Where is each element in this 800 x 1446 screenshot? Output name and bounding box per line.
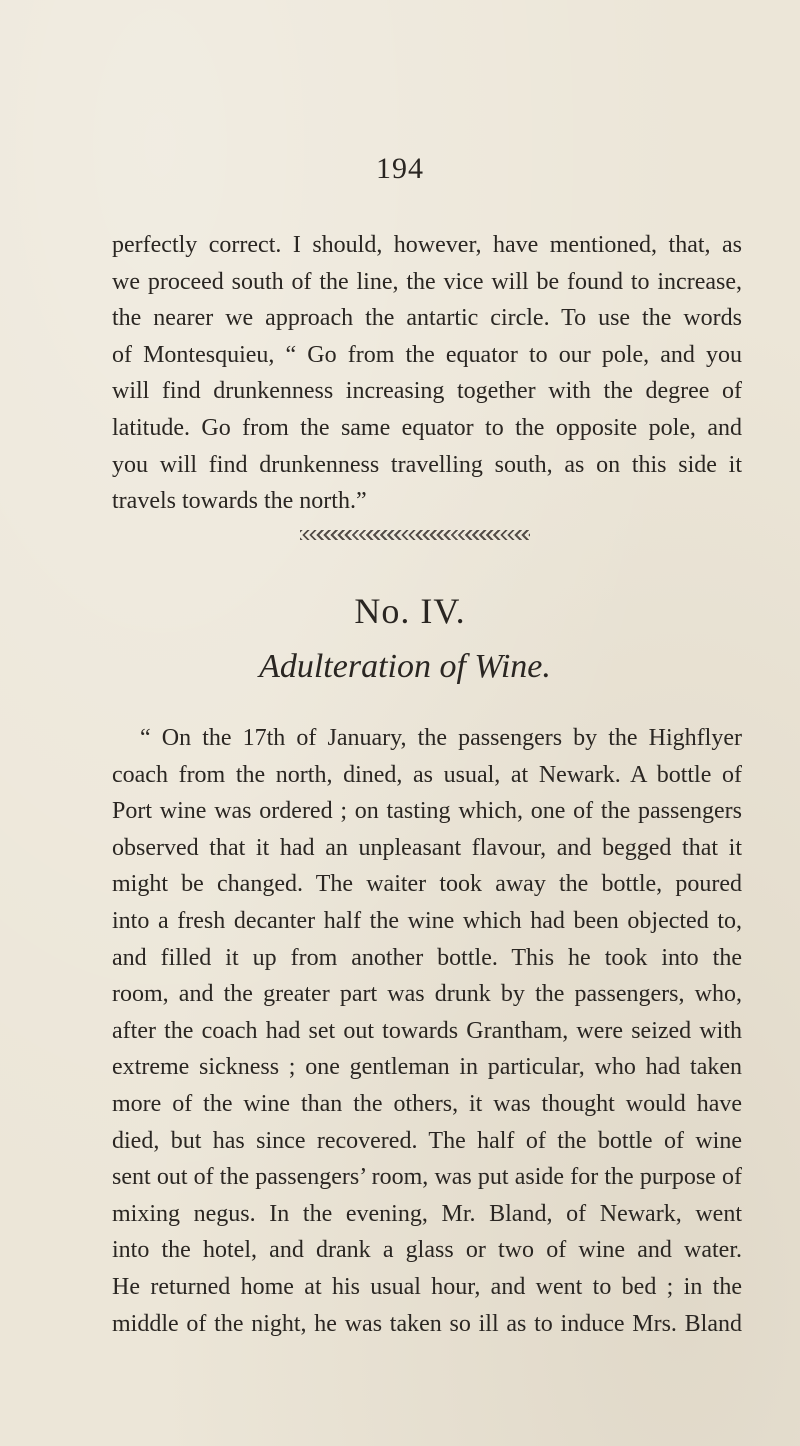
text-line: latitude. Go from the same equator to the opposite pole, and	[112, 414, 742, 441]
text-line: perfectly correct. I should, however, have mentioned, that, as	[112, 232, 742, 258]
text-line: more of the wine than the others, it was thought would have	[112, 1090, 742, 1117]
text-line: “ On the 17th of January, the passengers by the Highflyer	[140, 725, 742, 751]
text-line: Port wine was ordered ; on tasting which, one of the passengers	[112, 798, 742, 825]
text-line: after the coach had set out towards Grantham, were seized with	[112, 1017, 742, 1044]
text-line: observed that it had an unpleasant flavour, and begged that it	[112, 834, 742, 861]
text-line: the nearer we approach the antartic circle. To use the words	[112, 305, 742, 332]
text-line: mixing negus. In the evening, Mr. Bland, of Newark, went	[112, 1200, 742, 1227]
text-line: we proceed south of the line, the vice will be found to increase,	[112, 268, 742, 295]
text-line: of Montesquieu, “ Go from the equator to our pole, and you	[112, 341, 742, 368]
text-line: coach from the north, dined, as usual, at Newark. A bottle of	[112, 761, 742, 788]
text-line: room, and the greater part was drunk by the passengers, who,	[112, 981, 742, 1008]
text-line: into a fresh decanter half the wine which had been objected to,	[112, 907, 742, 934]
paragraph-montesquieu	[112, 227, 742, 520]
ornamental-divider	[300, 530, 530, 540]
text-line: died, but has since recovered. The half of the bottle of wine	[112, 1127, 742, 1154]
text-line: middle of the night, he was taken so ill as to induce Mrs. Bland	[112, 1310, 742, 1337]
paragraph-adulteration	[112, 720, 742, 1342]
text-line: into the hotel, and drank a glass or two of wine and water.	[112, 1237, 742, 1264]
section-title: Adulteration of Wine.	[259, 648, 551, 685]
text-line: you will find drunkenness travelling south, as on this side it	[112, 451, 742, 478]
section-number: No. IV.	[354, 591, 466, 631]
text-line: might be changed. The waiter took away the bottle, poured	[112, 871, 742, 898]
text-line: and filled it up from another bottle. This he took into the	[112, 944, 742, 971]
text-line: will find drunkenness increasing together with the degree of	[112, 378, 742, 405]
text-line: He returned home at his usual hour, and went to bed ; in the	[112, 1273, 742, 1300]
text-line: travels towards the north.”	[112, 488, 367, 515]
text-line: sent out of the passengers’ room, was put aside for the purpose of	[112, 1164, 742, 1191]
text-line: extreme sickness ; one gentleman in particular, who had taken	[112, 1054, 742, 1081]
page-number: 194	[376, 152, 424, 185]
